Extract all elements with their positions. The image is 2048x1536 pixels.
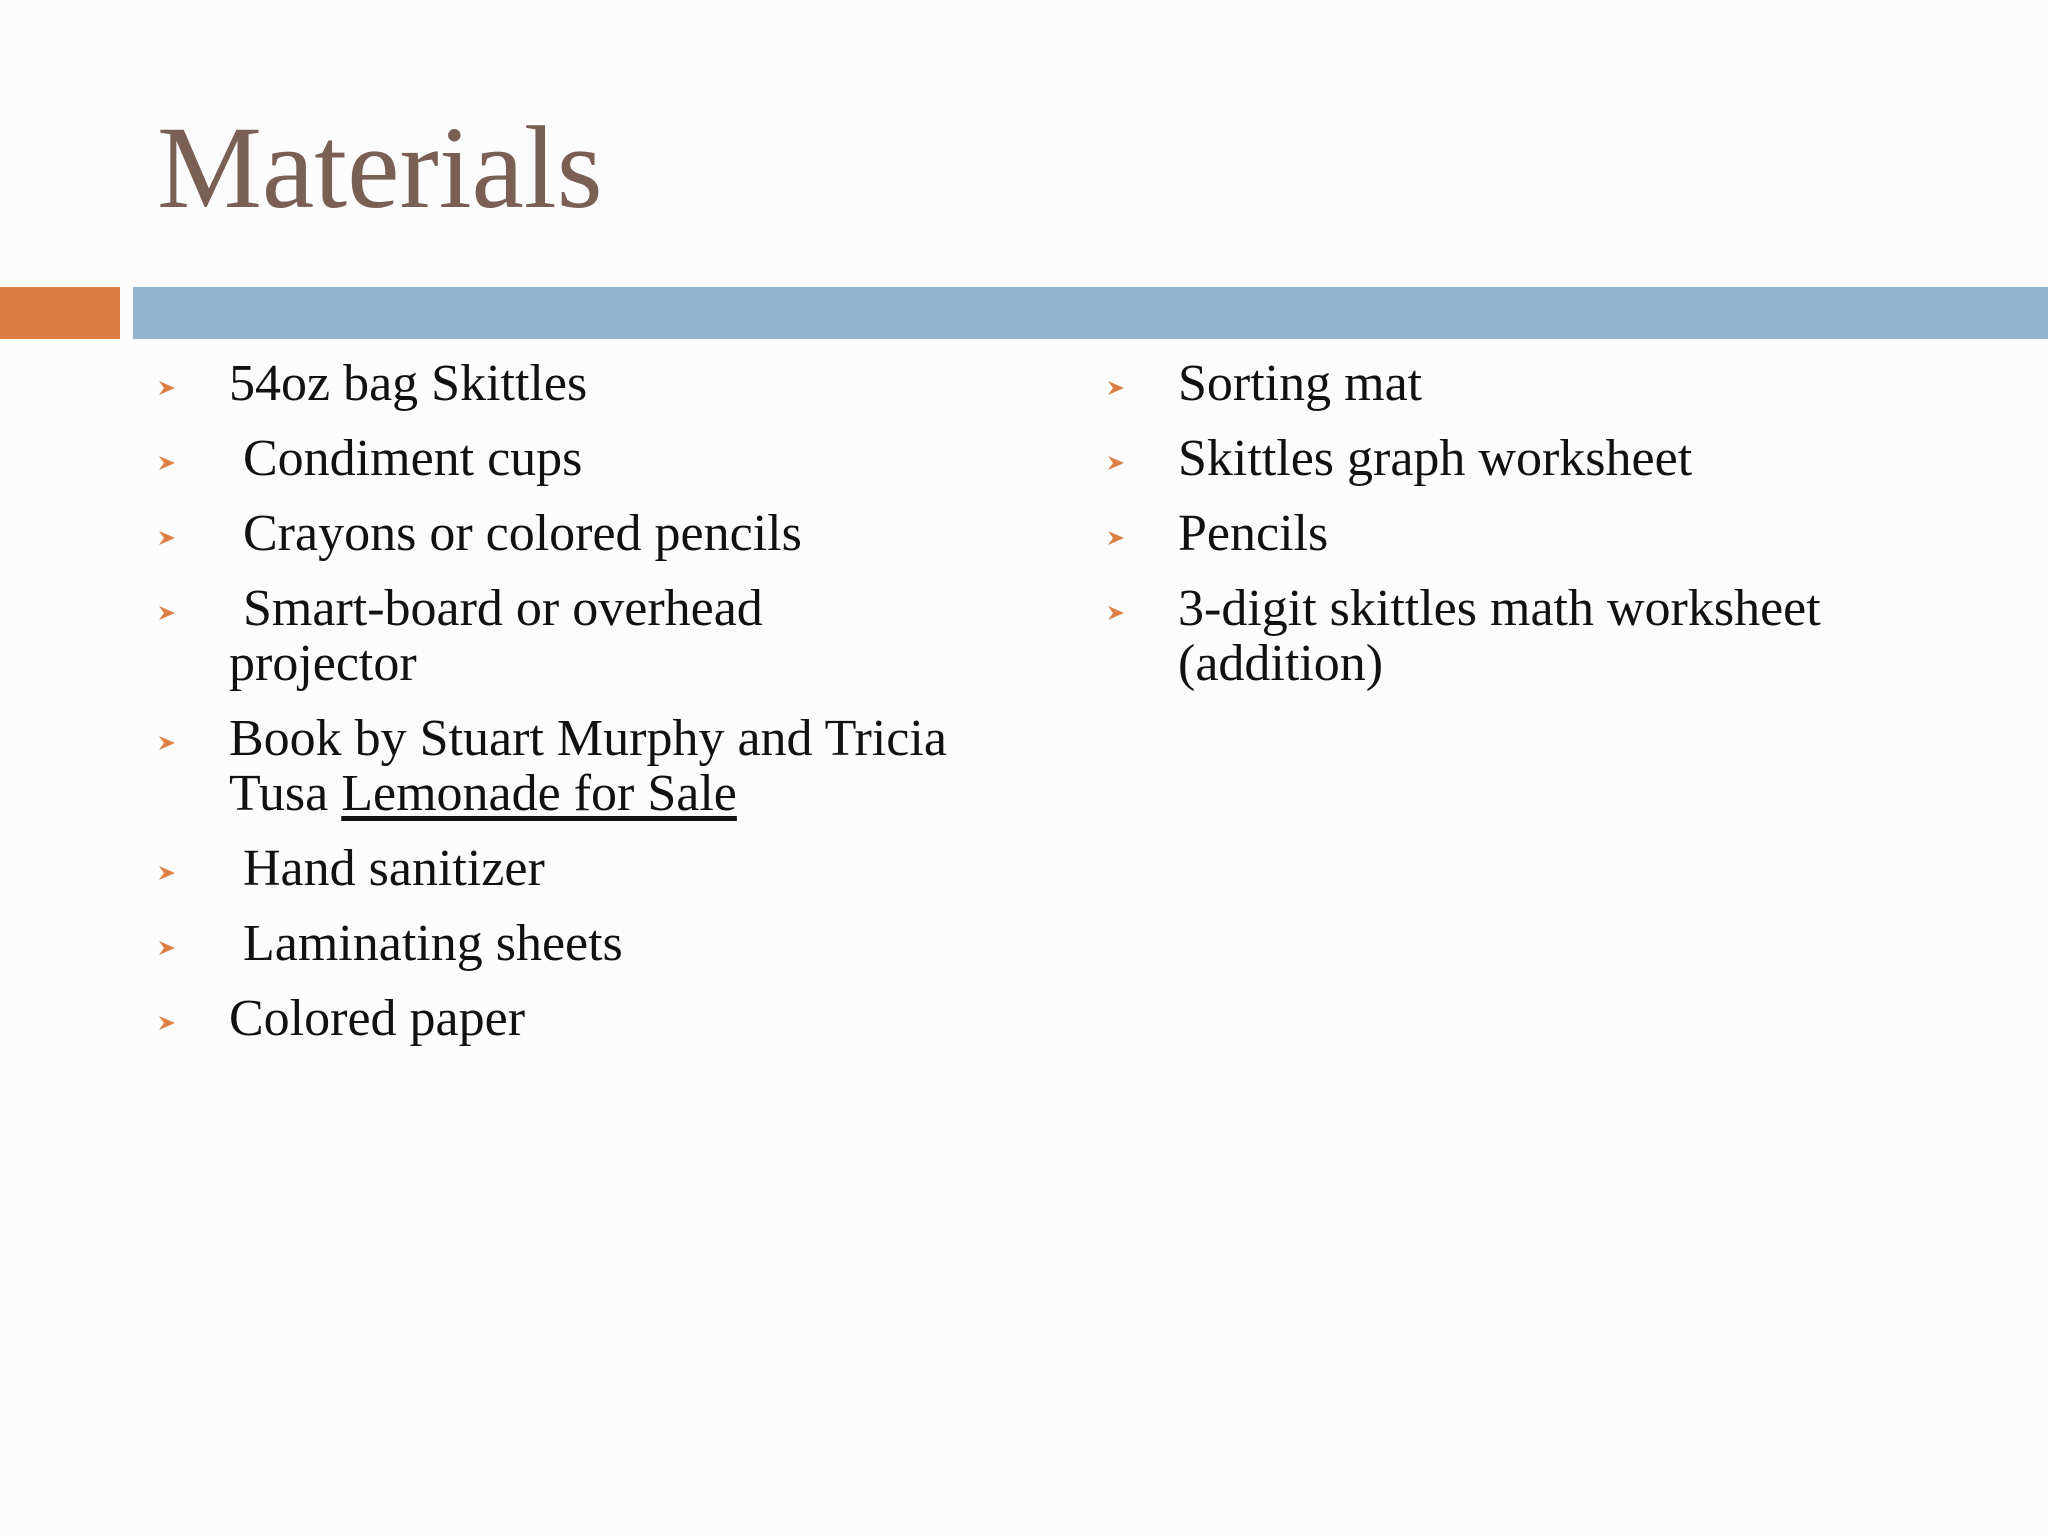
- list-item-text: Laminating sheets: [243, 915, 623, 972]
- arrow-bullet-icon: [1106, 603, 1126, 623]
- list-item: [157, 711, 969, 821]
- list-item: [1106, 581, 1998, 691]
- list-item-text: Skittles graph worksheet: [1178, 430, 1693, 487]
- list-item-text: Hand sanitizer: [243, 840, 545, 897]
- list-item-text: Pencils: [1178, 505, 1329, 562]
- list-item: [1106, 431, 2006, 486]
- arrow-bullet-icon: [157, 378, 177, 398]
- list-item-text: Sorting mat: [1178, 355, 1423, 412]
- accent-bar-blue: [133, 287, 2048, 339]
- list-item: [1106, 356, 2006, 411]
- arrow-bullet-icon: [1106, 378, 1126, 398]
- list-item-text: Crayons or colored pencils: [243, 505, 802, 562]
- list-item: [157, 841, 957, 896]
- list-item: [1106, 506, 2006, 561]
- list-item: [157, 506, 957, 561]
- list-item-text: Condiment cups: [243, 430, 583, 487]
- book-title-link: Lemonade for Sale: [341, 765, 737, 822]
- materials-list-left: [157, 356, 957, 1066]
- arrow-bullet-icon: [157, 453, 177, 473]
- list-item: [157, 431, 957, 486]
- arrow-bullet-icon: [157, 938, 177, 958]
- arrow-bullet-icon: [157, 863, 177, 883]
- arrow-bullet-icon: [157, 528, 177, 548]
- list-item: [157, 356, 957, 411]
- list-item-text: 54oz bag Skittles: [229, 355, 588, 412]
- list-item-text: 3-digit skittles math worksheet (addition): [1178, 580, 1821, 692]
- list-item: [157, 581, 957, 691]
- accent-bar-orange: [0, 287, 120, 339]
- slide-title: Materials: [157, 102, 603, 233]
- list-item-text: Colored paper: [229, 990, 526, 1047]
- arrow-bullet-icon: [1106, 528, 1126, 548]
- arrow-bullet-icon: [1106, 453, 1126, 473]
- list-item-text: Book by Stuart Murphy and Tricia Tusa: [229, 710, 947, 822]
- arrow-bullet-icon: [157, 733, 177, 753]
- arrow-bullet-icon: [157, 603, 177, 623]
- materials-list-right: [1106, 356, 2006, 711]
- arrow-bullet-icon: [157, 1013, 177, 1033]
- list-item: [157, 991, 957, 1046]
- list-item: [157, 916, 957, 971]
- list-item-text: Smart-board or overhead projector: [229, 580, 763, 692]
